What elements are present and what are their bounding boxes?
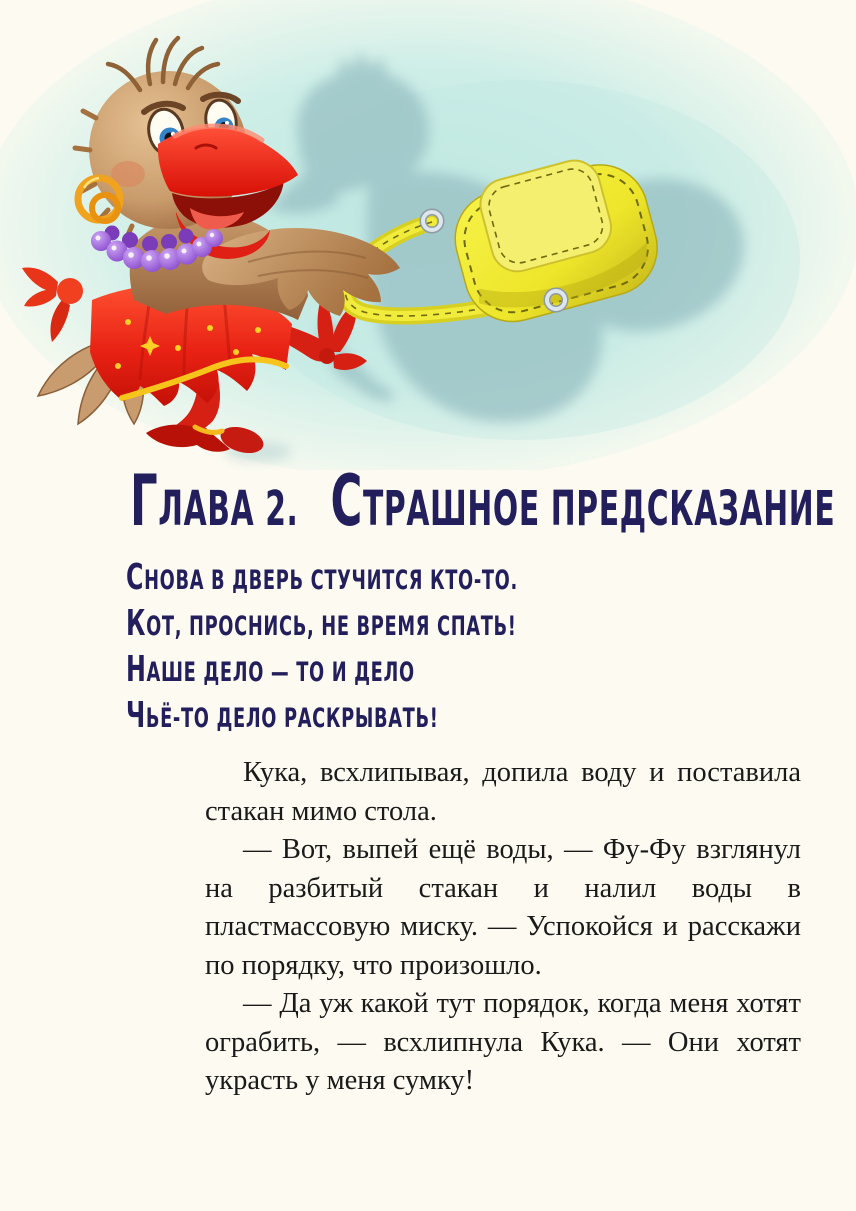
chapter-number: ГЛАВА 2. xyxy=(130,460,299,542)
paragraph: — Да уж какой тут порядок, когда меня хотят ограбить, — всхлипнула Кука. — Они хотят украсть у меня сумку! xyxy=(205,988,801,1096)
chapter-name: СТРАШНОЕ ПРЕДСКАЗАНИЕ xyxy=(330,460,836,542)
body-text xyxy=(205,754,801,1101)
poem-line: НАШЕ ДЕЛО — ТО И ДЕЛО xyxy=(126,649,415,690)
poem-line: КОТ, ПРОСНИСЬ, НЕ ВРЕМЯ СПАТЬ! xyxy=(126,603,517,644)
paragraph: — Вот, выпей ещё воды, — Фу-Фу взглянул на разбитый стакан и налил воды в пластмассовую миску. — Успокойся и расскажи по порядку, что произошло. xyxy=(205,834,801,981)
poem-line: СНОВА В ДВЕРЬ СТУЧИТСЯ КТО-ТО. xyxy=(126,557,518,598)
bird-illustration xyxy=(0,0,856,470)
poem-line: ЧЬЁ-ТО ДЕЛО РАСКРЫВАТЬ! xyxy=(126,695,439,736)
chapter-title xyxy=(130,460,836,542)
poem xyxy=(126,556,720,740)
paragraph: Кука, всхлипывая, допила воду и поставила стакан мимо стола. xyxy=(205,757,801,827)
